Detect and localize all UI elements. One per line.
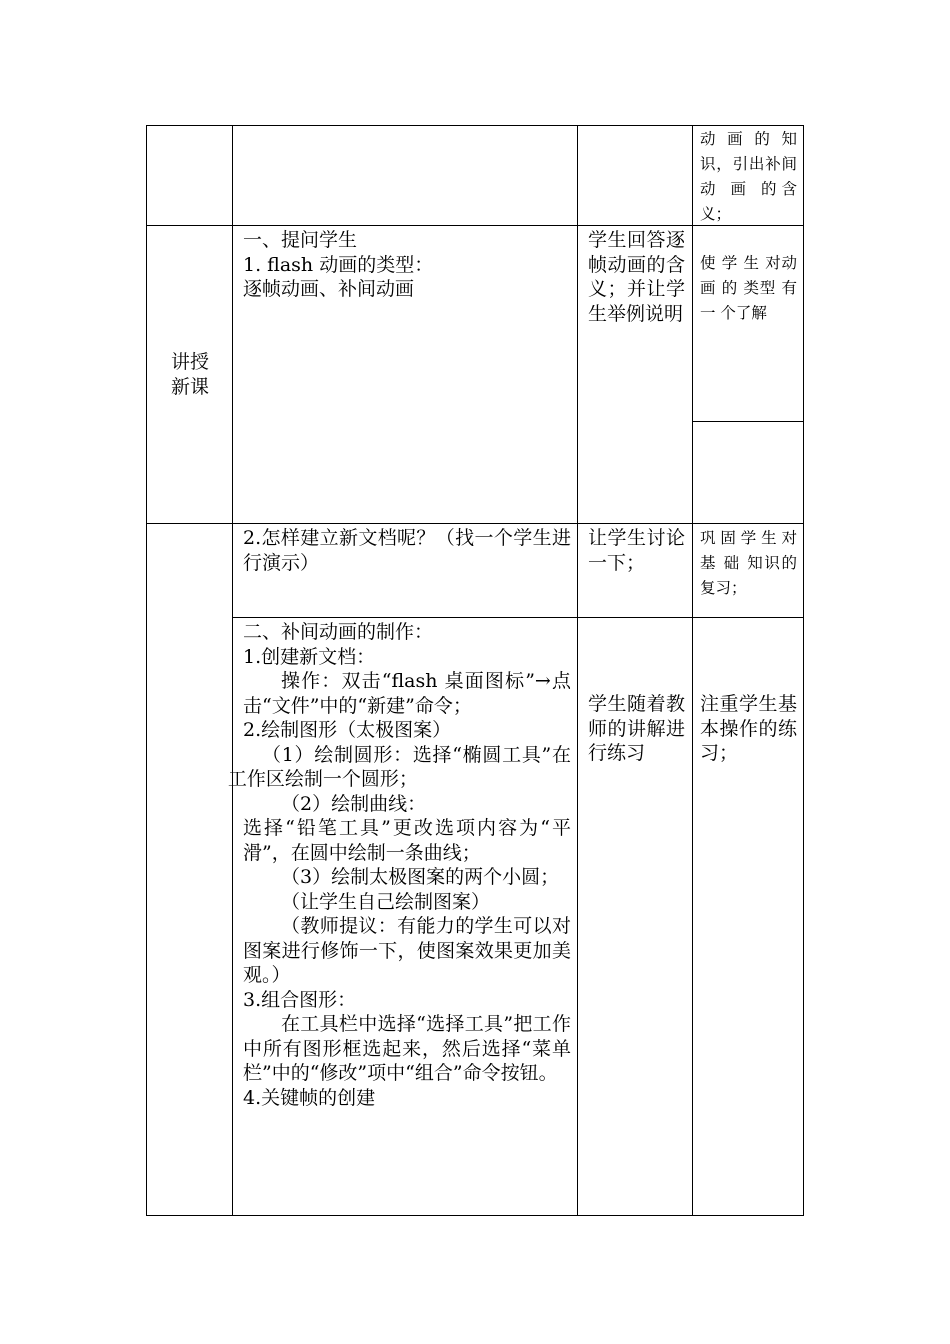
content-line: 选择“铅笔工具”更改选项内容为“平滑”，在圆中绘制一条曲线； bbox=[243, 817, 571, 864]
content-line: （3）绘制太极图案的两个小圆； bbox=[281, 866, 560, 888]
table-border-right bbox=[803, 125, 804, 1216]
content-line: 2.绘制图形（太极图案） bbox=[243, 719, 452, 741]
row2-content bbox=[243, 228, 571, 302]
table-border-top bbox=[146, 125, 804, 126]
content-line: 一、提问学生 bbox=[243, 229, 358, 251]
row-divider-2 bbox=[146, 523, 804, 524]
content-line: 3.组合图形： bbox=[243, 988, 357, 1011]
content-line: （教师提议：有能力的学生可以对图案进行修饰一下，使图案效果更加美观。） bbox=[243, 915, 571, 986]
table-border-bottom bbox=[146, 1215, 804, 1216]
section-label: 讲授新课 bbox=[170, 351, 209, 398]
row2-activity: 学生回答逐帧动画的含义；并让学生举例说明 bbox=[588, 229, 685, 325]
col-divider-1 bbox=[232, 125, 233, 1216]
content-line: 二、补间动画的制作： bbox=[243, 621, 434, 643]
row4-content bbox=[227, 620, 571, 1110]
row4-note: 注重学生基本操作的练习； bbox=[700, 693, 797, 764]
row4-activity: 学生随着教师的讲解进行练习 bbox=[588, 693, 685, 764]
content-line: 在工具栏中选择“选择工具”把工作中所有图形框选起来，然后选择“菜单栏”中的“修改”项中“组合”命令按钮。 bbox=[243, 1013, 571, 1084]
col-divider-2 bbox=[577, 125, 578, 1216]
row-divider-3 bbox=[232, 617, 804, 618]
content-line: 逐帧动画、补间动画 bbox=[243, 278, 415, 300]
row1-note: 动 画 的 知识，引出补间 动 画 的含义； bbox=[700, 130, 797, 223]
content-line: 1. flash 动画的类型： bbox=[243, 253, 434, 276]
row3-note: 巩固学生对 基 础 知识的复习； bbox=[700, 529, 797, 597]
table-border-left bbox=[146, 125, 147, 1216]
content-line: （2）绘制曲线： bbox=[281, 792, 427, 815]
content-line: （1）绘制圆形：选择“椭圆工具”在工作区绘制一个圆形； bbox=[227, 743, 571, 790]
content-line: 1.创建新文档： bbox=[243, 645, 376, 668]
content-line: （让学生自己绘制图案） bbox=[281, 890, 491, 913]
row3-content: 2.怎样建立新文档呢？（找一个学生进行演示） bbox=[243, 527, 571, 574]
row3-activity: 让学生讨论一下； bbox=[588, 527, 685, 574]
content-line: 操作：双击“flash 桌面图标”→点击“文件”中的“新建”命令； bbox=[243, 670, 571, 717]
note-divider bbox=[692, 421, 804, 422]
col-divider-3 bbox=[692, 125, 693, 1216]
content-line: 4.关键帧的创建 bbox=[243, 1086, 376, 1109]
row2-note: 使 学 生 对动 画 的 类型 有 一 个了解 bbox=[700, 254, 797, 322]
